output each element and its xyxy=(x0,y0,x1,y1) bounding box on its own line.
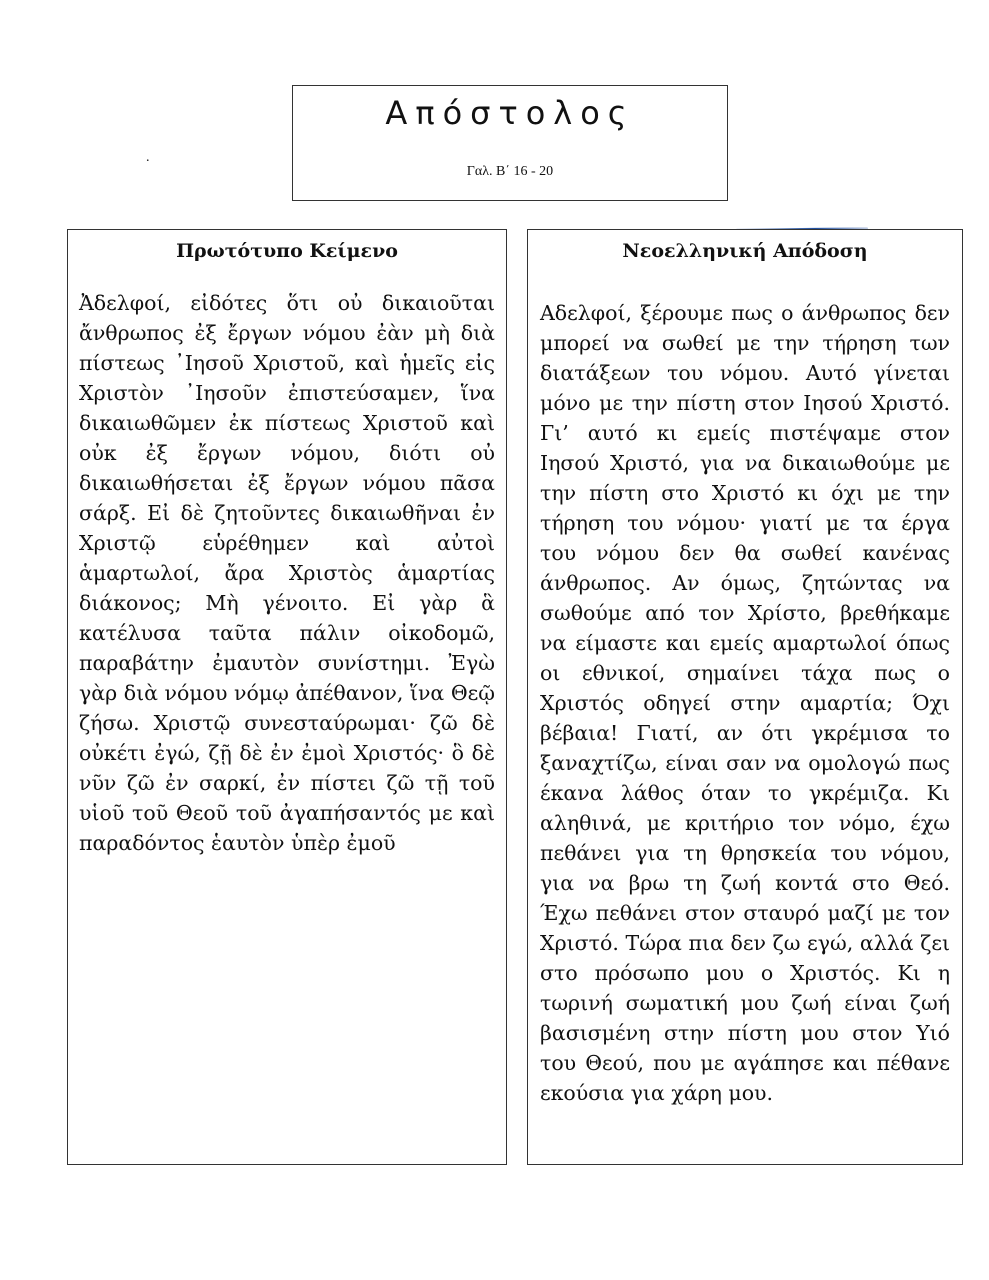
original-text: Ἀδελφοί, εἰδότες ὅτι οὐ δικαιοῦται ἄνθρωπος ἐξ ἔργων νόμου ἐὰν μὴ διὰ πίστεως ᾿Ιησοῦ Χριστοῦ, καὶ ἡμεῖς εἰς Χριστὸν ᾿Ιησοῦν ἐπιστεύσαμεν, ἵνα δικαιωθῶμεν ἐκ πίστεως Χριστοῦ καὶ οὐκ ἐξ ἔργων νόμου, διότι οὐ δικαιωθήσεται ἐξ ἔργων νόμου πᾶσα σάρξ. Εἰ δὲ ζητοῦντες δικαιωθῆναι ἐν Χριστῷ εὑρέθημεν καὶ αὐτοὶ ἁμαρτωλοί, ἄρα Χριστὸς ἁμαρτίας διάκονος; Μὴ γένοιτο. Εἰ γὰρ ἃ κατέλυσα ταῦτα πάλιν οἰκοδομῶ, παραβάτην ἐμαυτὸν συνίστημι. Ἐγὼ γὰρ διὰ νόμου νόμῳ ἀπέθανον, ἵνα Θεῷ ζήσω. Χριστῷ συνεσταύρωμαι· ζῶ δὲ οὐκέτι ἐγώ, ζῇ δὲ ἐν ἐμοὶ Χριστός· ὃ δὲ νῦν ζῶ ἐν σαρκί, ἐν πίστει ζῶ τῇ τοῦ υἱοῦ τοῦ Θεοῦ τοῦ ἀγαπήσαντός με καὶ παραδόντος ἑαυτὸν ὑπὲρ ἐμοῦ xyxy=(79,291,495,855)
scripture-reference: Γαλ. Β΄ 16 - 20 xyxy=(466,164,554,179)
page-title: Απόστολος xyxy=(385,94,635,132)
title-box xyxy=(292,85,728,201)
modern-text-panel xyxy=(527,229,963,1165)
stray-dot: . xyxy=(146,150,150,165)
modern-heading: Νεοελληνική Απόδοση xyxy=(622,240,868,262)
original-text-panel xyxy=(67,229,507,1165)
modern-text: Αδελφοί, ξέρουμε πως ο άνθρωπος δεν μπορεί να σωθεί με την τήρηση των διατάξεων του νόμου. Αυτό γίνεται μόνο με την πίστη στον Ιησού Χριστό. Γι’ αυτό κι εμείς πιστέψαμε στον Ιησού Χριστό, για να δικαιωθούμε με την πίστη στο Χριστό κι όχι με την τήρηση του νόμου· γιατί με τα έργα του νόμου δεν θα σωθεί κανένας άνθρωπος. Αν όμως, ζητώντας να σωθούμε από τον Χρίστο, βρεθήκαμε να είμαστε και εμείς αμαρτωλοί όπως οι εθνικοί, σημαίνει τάχα πως ο Χριστός οδηγεί στην αμαρτία; Όχι βέβαια! Γιατί, αν ότι γκρέμισα το ξαναχτίζω, είναι σαν να ομολογώ πως έκανα λάθος όταν το γκρέμιζα. Κι αληθινά, με κριτήριο τον νόμο, έχω πεθάνει για τη θρησκεία του νόμου, για να βρω τη ζωή κοντά στο Θεό. Έχω πεθάνει στον σταυρό μαζί με τον Χριστό. Τώρα πια δεν ζω εγώ, αλλά ζει στο πρόσωπο μου ο Χριστός. Κι η τωρινή σωματική μου ζωή είναι ζωή βασισμένη στην πίστη μου στον Υιό του Θεού, που με αγάπησε και πέθανε εκούσια για χάρη μου. xyxy=(540,301,950,1105)
original-heading: Πρωτότυπο Κείμενο xyxy=(176,240,398,262)
